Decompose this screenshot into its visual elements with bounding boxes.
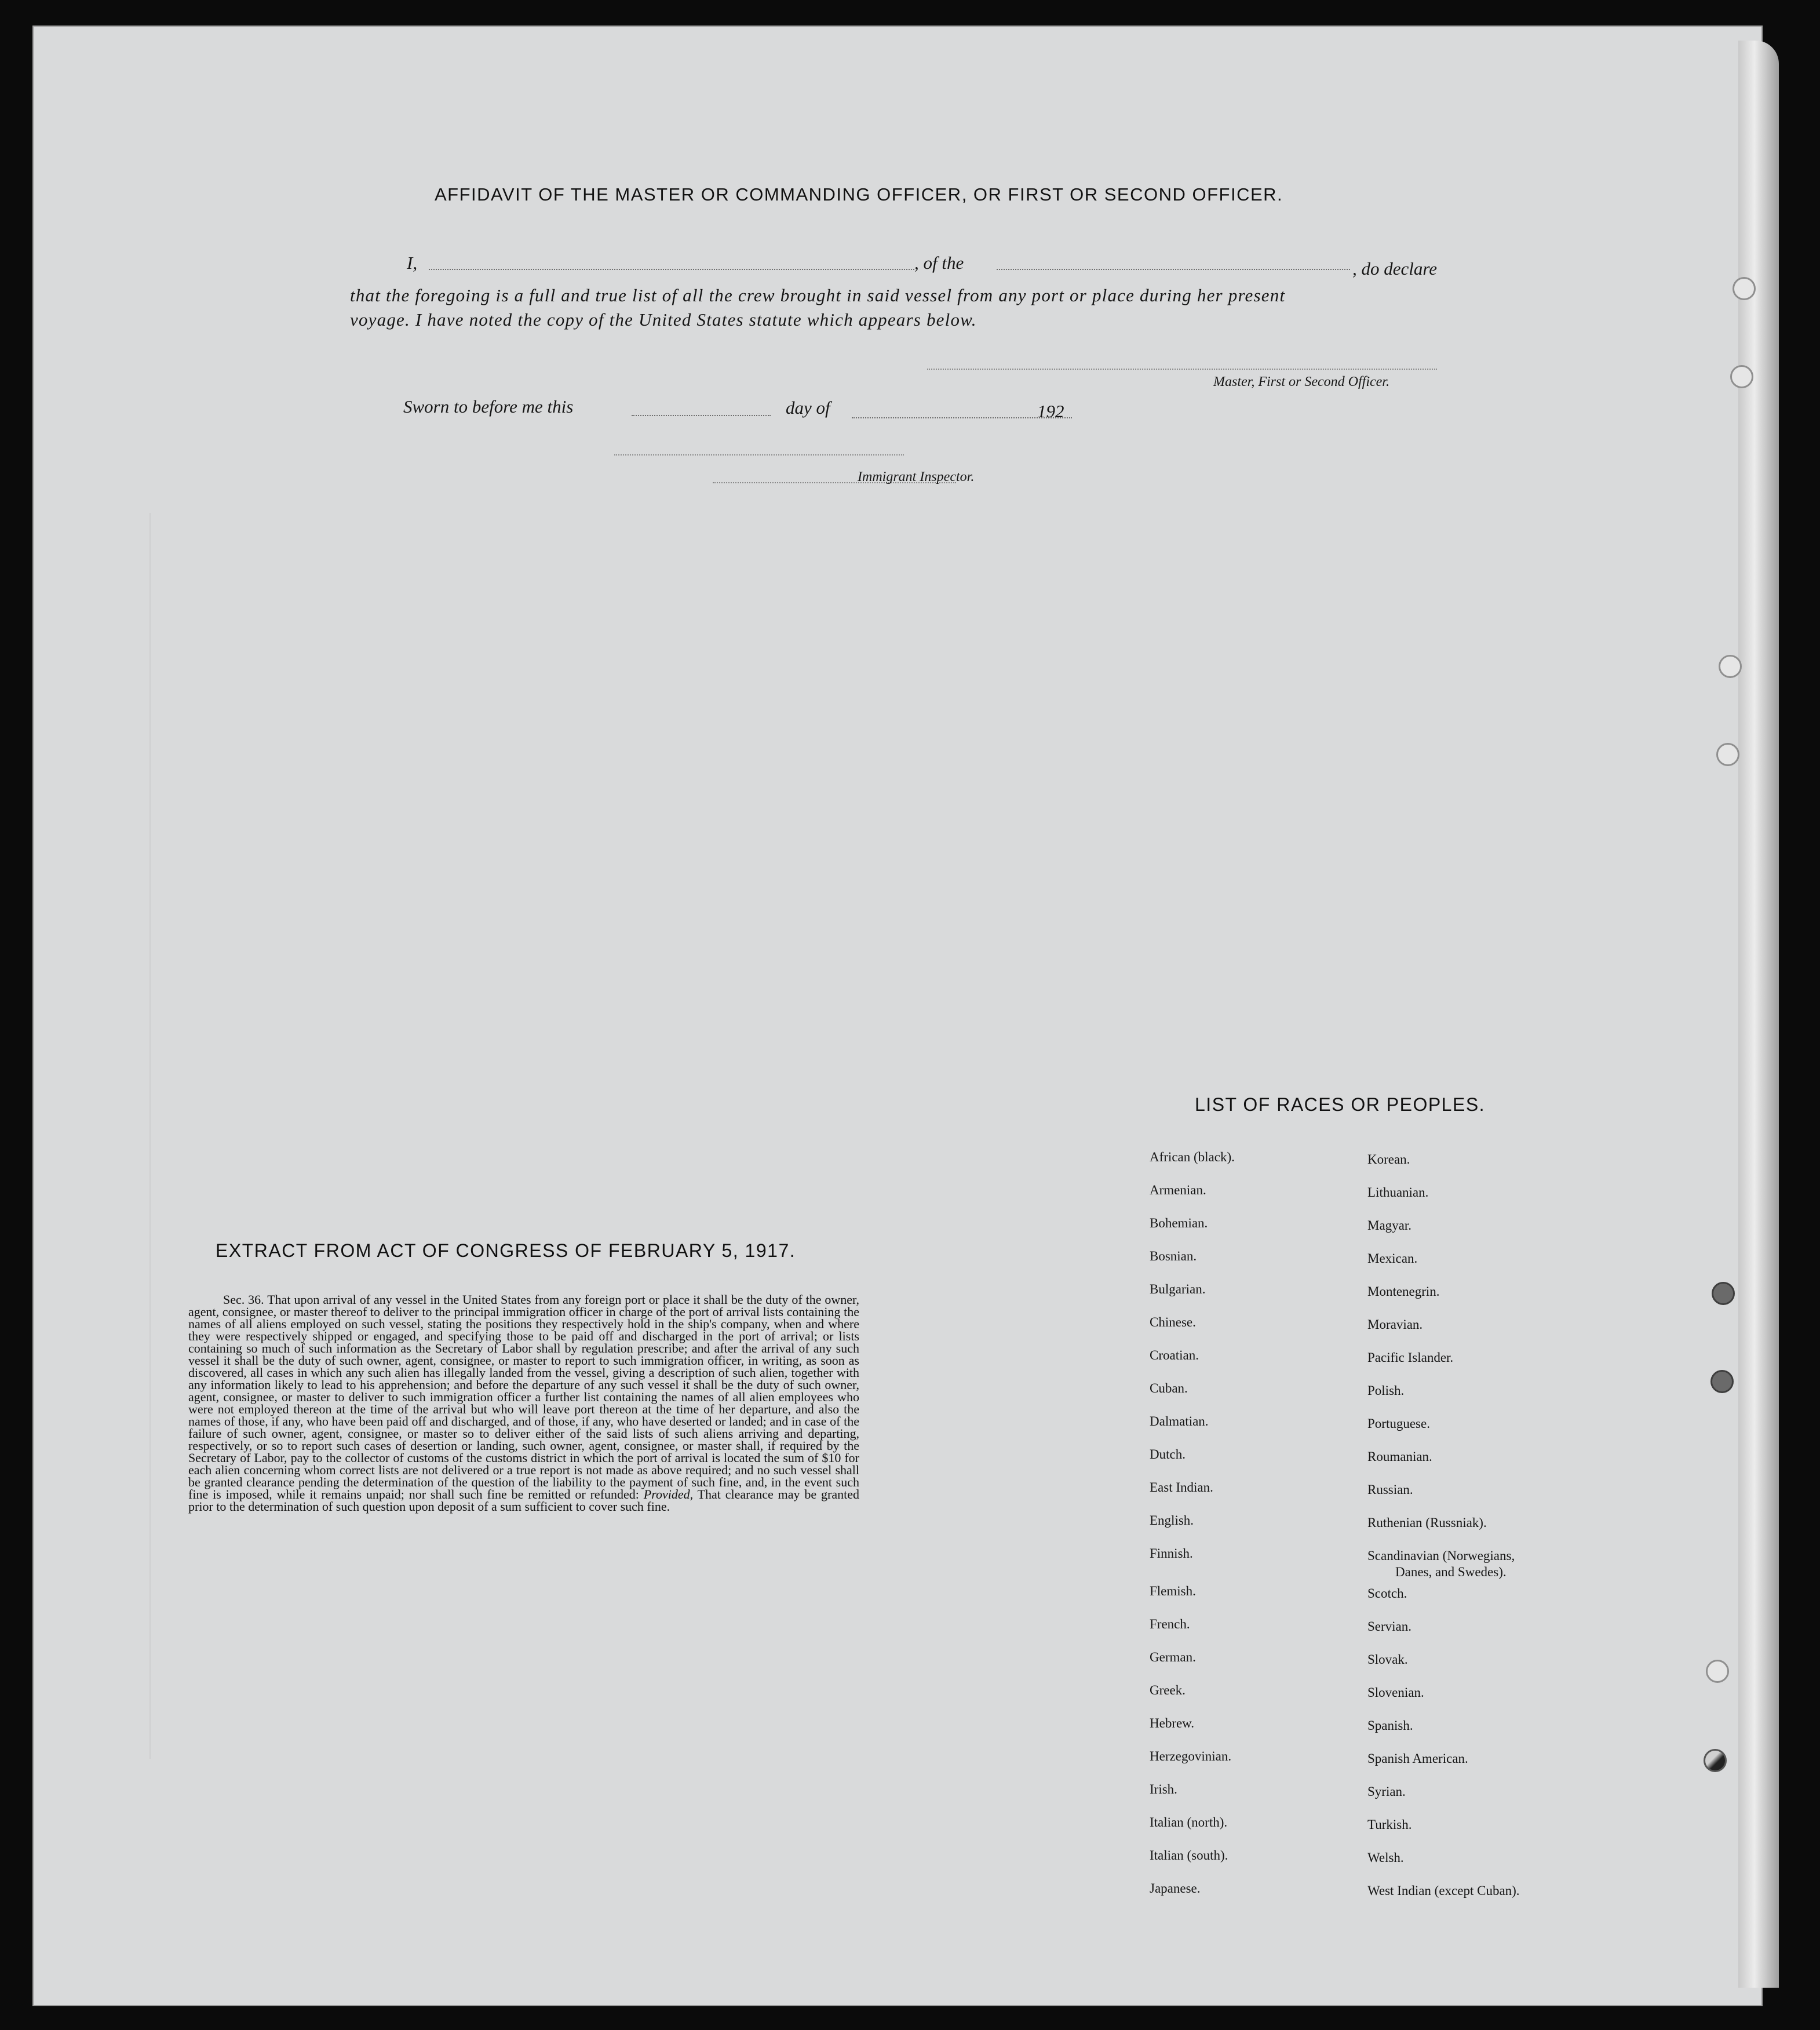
race-right-item: Ruthenian (Russniak). — [1367, 1515, 1487, 1530]
race-left-item: Bulgarian. — [1150, 1282, 1206, 1296]
name-blank-line — [429, 269, 914, 270]
provided-label: Provided, — [643, 1487, 694, 1501]
punch-hole — [1706, 1660, 1729, 1683]
race-right-item: Magyar. — [1367, 1218, 1412, 1233]
race-left-item: Irish. — [1150, 1782, 1177, 1796]
extract-title: EXTRACT FROM ACT OF CONGRESS OF FEBRUARY 5, 1917. — [216, 1240, 796, 1261]
section-label: Sec. 36. — [223, 1292, 264, 1307]
master-signature-line — [927, 369, 1437, 370]
race-right-item: Russian. — [1367, 1482, 1413, 1497]
race-right-item: Servian. — [1367, 1619, 1412, 1634]
affidavit-i-label: I, — [407, 253, 418, 273]
day-of-label: day of — [786, 398, 830, 418]
punch-hole — [1716, 743, 1739, 766]
race-left-item: East Indian. — [1150, 1480, 1213, 1495]
race-right-item-continuation: Danes, and Swedes). — [1395, 1565, 1507, 1579]
vessel-blank-line — [997, 269, 1350, 270]
race-left-item: Cuban. — [1150, 1381, 1188, 1395]
race-right-item: Spanish American. — [1367, 1751, 1468, 1766]
race-right-item: Slovak. — [1367, 1652, 1408, 1667]
race-left-item: Croatian. — [1150, 1348, 1199, 1362]
race-right-item: Scotch. — [1367, 1586, 1407, 1601]
sworn-day-blank — [632, 415, 771, 416]
race-right-item: Slovenian. — [1367, 1685, 1424, 1700]
race-right-item: Lithuanian. — [1367, 1185, 1429, 1200]
race-left-item: Bohemian. — [1150, 1216, 1208, 1230]
master-signature-label: Master, First or Second Officer. — [1213, 374, 1389, 389]
race-right-item: Syrian. — [1367, 1784, 1406, 1799]
declaration-line-1: that the foregoing is a full and true list of all the crew brought in said vessel from any port or place during her present — [350, 285, 1286, 305]
race-right-item: Korean. — [1367, 1152, 1410, 1167]
declaration-line-2: voyage. I have noted the copy of the United States statute which appears below. — [350, 309, 977, 330]
affidavit-title: AFFIDAVIT OF THE MASTER OR COMMANDING OFFICER, OR FIRST OR SECOND OFFICER. — [435, 184, 1283, 205]
race-right-item: Moravian. — [1367, 1317, 1423, 1332]
page-edge — [1738, 41, 1779, 1988]
faint-column-rule — [149, 513, 151, 1759]
race-right-item: Montenegrin. — [1367, 1284, 1440, 1299]
statute-end: That clearance may be granted prior to the determination of such question upon deposit of a sum sufficient to cover such fine. — [188, 1487, 860, 1514]
statute-body: That upon arrival of any vessel in the United States from any foreign port or place it shall be the duty of the owner, agent, consignee, or master thereof to deliver to the principal immigration officer in charge of the port of arrival lists containing the names of all aliens employed on such vessel, stating the positions they respectively hold in the ship's company, when and where they were respectively shipped or engaged, and specifying those to be paid off and discharged in the port of arrival; or lists containing so much of such information as the Secretary of Labor shall by regulation prescribe; and after the arrival of any such vessel it shall be the duty of such owner, agent, consignee, or master to report to such immigration officer, in writing, as soon as discovered, all cases in which any such alien has illegally landed from the vessel, giving a description of such alien, together with any information likely to lead to his apprehension; and before the departure of any such vessel it shall be the duty of such owner, agent, consignee, or master to deliver to such immigration officer a further list containing the names of all alien employees who were not employed thereon at the time of the arrival but who will leave port thereon at the time of her departure, and also the names of those, if any, who have been paid off and discharged, and of those, if any, who have deserted or landed; and in case of the failure of such owner, agent, consignee, or master so to deliver either of the said lists of such aliens arriving and departing, respectively, or so to report such cases of desertion or landing, such owner, agent, consignee, or master shall, if required by the Secretary of Labor, pay to the collector of customs of the customs district in which the port of arrival is located the sum of $10 for each alien concerning whom correct lists are not delivered or a true report is not made as above required; and no such vessel shall be granted clearance pending the determination of the question of the liability to the payment of such fine, and, in the event such fine is imposed, while it remains unpaid; nor shall such fine be remitted or refunded: — [188, 1292, 859, 1501]
race-left-item: Hebrew. — [1150, 1716, 1195, 1730]
punch-hole — [1719, 655, 1742, 678]
race-left-item: German. — [1150, 1650, 1196, 1664]
race-left-item: French. — [1150, 1617, 1190, 1631]
race-left-item: Bosnian. — [1150, 1249, 1197, 1263]
race-right-item: Spanish. — [1367, 1718, 1413, 1733]
race-right-item: Scandinavian (Norwegians, — [1367, 1548, 1515, 1563]
race-left-item: Dutch. — [1150, 1447, 1186, 1462]
punch-hole — [1730, 365, 1753, 388]
race-right-item: Mexican. — [1367, 1251, 1418, 1266]
race-left-item: Flemish. — [1150, 1584, 1196, 1598]
race-left-item: Herzegovinian. — [1150, 1749, 1232, 1763]
race-left-item: African (black). — [1150, 1150, 1235, 1164]
races-title: LIST OF RACES OR PEOPLES. — [1195, 1094, 1486, 1115]
race-left-item: Greek. — [1150, 1683, 1186, 1697]
punch-hole — [1733, 277, 1756, 300]
race-right-item: Portuguese. — [1367, 1416, 1430, 1431]
race-left-item: Chinese. — [1150, 1315, 1196, 1329]
race-left-item: English. — [1150, 1513, 1194, 1528]
race-right-item: Polish. — [1367, 1383, 1405, 1398]
punch-hole — [1712, 1282, 1735, 1305]
sworn-label: Sworn to before me this — [403, 396, 574, 417]
inspector-label: Immigrant Inspector. — [858, 469, 975, 484]
race-left-item: Finnish. — [1150, 1546, 1193, 1561]
punch-hole — [1704, 1749, 1727, 1772]
race-right-item: Pacific Islander. — [1367, 1350, 1454, 1365]
race-right-item: West Indian (except Cuban). — [1367, 1883, 1520, 1898]
inspector-signature-line-top — [614, 454, 904, 455]
punch-hole — [1710, 1370, 1734, 1393]
affidavit-do-declare-label: , do declare — [1352, 258, 1438, 279]
statute-text — [188, 1293, 859, 1513]
race-left-item: Italian (north). — [1150, 1815, 1228, 1829]
race-left-item: Italian (south). — [1150, 1848, 1228, 1863]
race-left-item: Dalmatian. — [1150, 1414, 1209, 1428]
race-left-item: Japanese. — [1150, 1881, 1201, 1896]
race-right-item: Roumanian. — [1367, 1449, 1432, 1464]
race-right-item: Turkish. — [1367, 1817, 1412, 1832]
affidavit-of-the-label: , of the — [914, 253, 964, 273]
race-right-item: Welsh. — [1367, 1850, 1404, 1865]
year-label: 192 — [1037, 401, 1064, 421]
race-left-item: Armenian. — [1150, 1183, 1206, 1197]
